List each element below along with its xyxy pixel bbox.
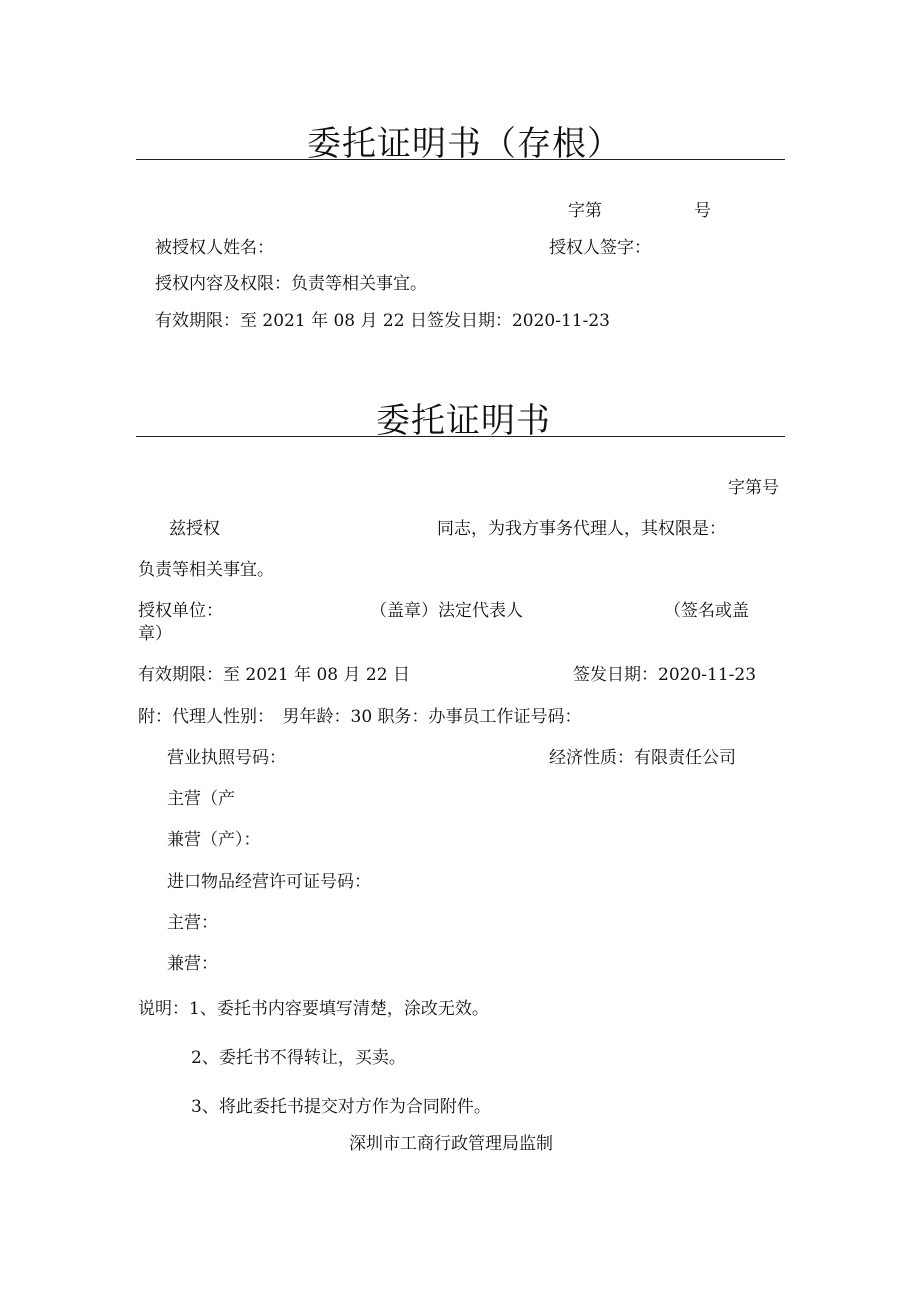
side-business: 兼营（产）： [167, 830, 261, 850]
main-title-rule [136, 436, 785, 437]
main-validity: 有效期限：至 2021 年 08 月 22 日 [138, 665, 410, 685]
authorize-suffix: 同志，为我方事务代理人，其权限是： [437, 519, 726, 539]
stub-title-rule [136, 159, 785, 160]
main-business: 主营（产 [167, 789, 235, 809]
note-3: 3、将此委托书提交对方作为合同附件。 [191, 1097, 491, 1117]
stub-title: 委托证明书（存根） [307, 124, 622, 164]
stub-zi-di: 字第 [568, 201, 602, 221]
unit-label: 授权单位： [138, 601, 223, 621]
economic-nature: 经济性质：有限责任公司 [549, 748, 736, 768]
note-1: 说明：1、委托书内容要填写清楚，涂改无效。 [138, 999, 489, 1019]
issue-date: 签发日期：2020-11-23 [573, 665, 757, 685]
stub-scope: 授权内容及权限：负责等相关事宜。 [155, 274, 427, 294]
main-business-2: 主营： [167, 913, 218, 933]
note-2: 2、委托书不得转让，买卖。 [191, 1048, 406, 1068]
stub-grantor-sign-label: 授权人签字： [549, 238, 651, 258]
footer-issuer: 深圳市工商行政管理局监制 [349, 1134, 553, 1154]
main-title: 委托证明书 [376, 401, 551, 441]
seal-legal-rep: （盖章）法定代表人 [370, 601, 523, 621]
sign-or-seal-2: 章） [138, 624, 172, 644]
agent-info: 附：代理人性别： 男年龄：30 职务：办事员工作证号码： [138, 707, 582, 727]
stub-hao: 号 [694, 201, 711, 221]
stub-validity: 有效期限：至 2021 年 08 月 22 日签发日期：2020-11-23 [155, 311, 610, 331]
import-license: 进口物品经营许可证号码： [167, 872, 371, 892]
sign-or-seal-1: （签名或盖 [664, 601, 749, 621]
side-business-2: 兼营： [167, 954, 218, 974]
authorize-prefix: 兹授权 [169, 519, 220, 539]
main-scope: 负责等相关事宜。 [138, 560, 274, 580]
license-no: 营业执照号码： [167, 748, 286, 768]
stub-grantee-name-label: 被授权人姓名： [155, 238, 274, 258]
main-zi-di-hao: 字第号 [728, 478, 779, 498]
